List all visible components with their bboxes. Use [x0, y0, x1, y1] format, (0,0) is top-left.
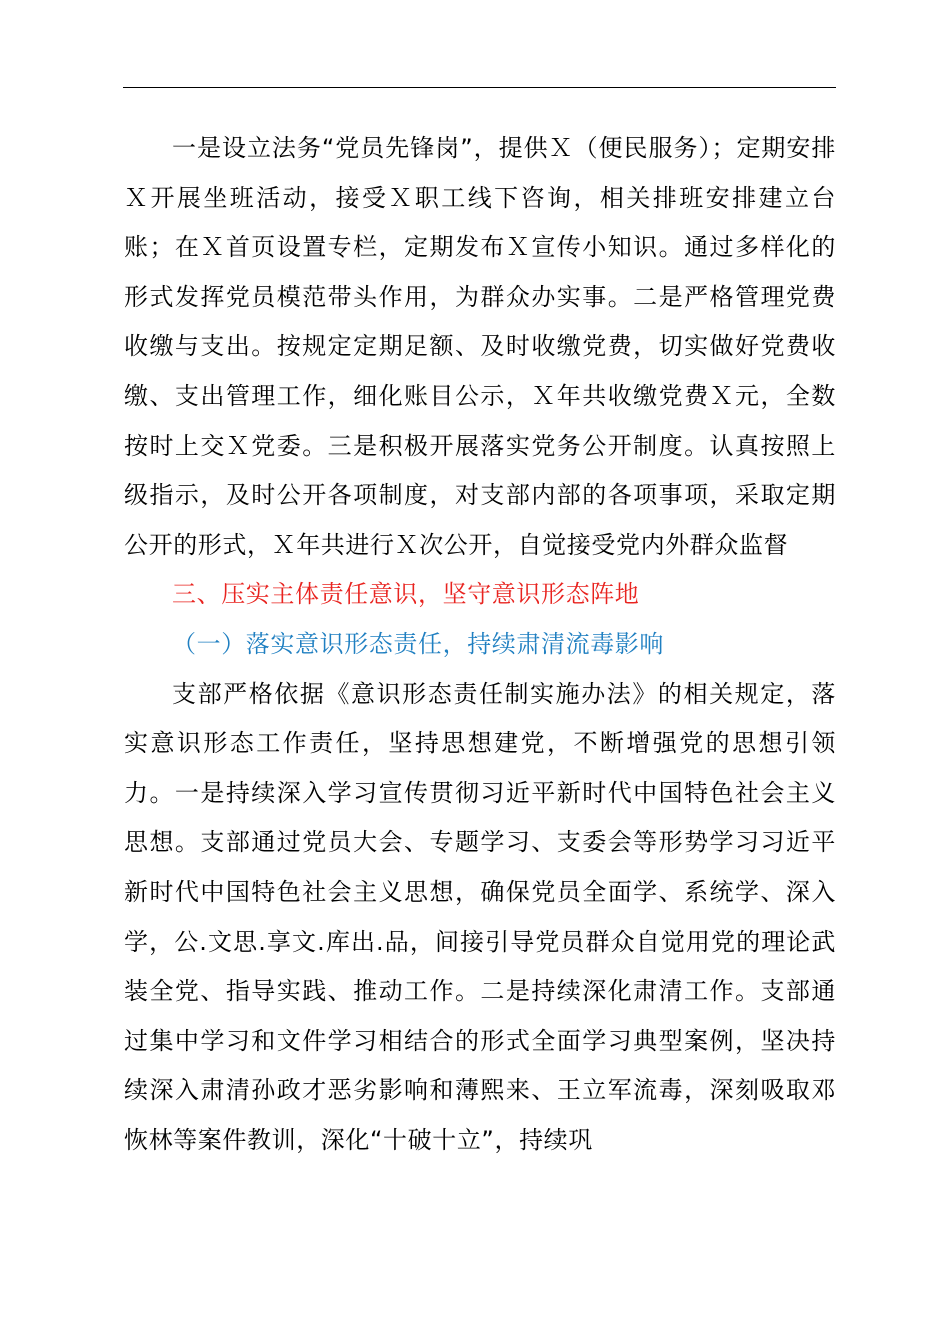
- paragraph-2: 支部严格依据《意识形态责任制实施办法》的相关规定，落实意识形态工作责任，坚持思想建党，不断增强党的思想引领力。一是持续深入学习宣传贯彻习近平新时代中国特色社会主义思想。支部通过党员大会、专题学习、支委会等形势学习习近平新时代中国特色社会主义思想，确保党员全面学、系统学、深入学，公.文思.享文.库出.品，间接引导党员群众自觉用党的理论武装全党、指导实践、推动工作。二是持续深化肃清工作。支部通过集中学习和文件学习相结合的形式全面学习典型案例，坚决持续深入肃清孙政才恶劣影响和薄熙来、王立军流毒，深刻吸取邓恢林等案件教训，深化“十破十立”，持续巩: [124, 679, 836, 1154]
- section-heading: 三、压实主体责任意识，坚守意识形态阵地: [172, 580, 640, 609]
- subsection-heading: （一）落实意识形态责任，持续肃清流毒影响: [172, 629, 664, 658]
- header-rule: [123, 87, 836, 88]
- paragraph-1: 一是设立法务“党员先锋岗”，提供Ｘ（便民服务）；定期安排Ｘ开展坐班活动，接受Ｘ职工线下咨询，相关排班安排建立台账；在Ｘ首页设置专栏，定期发布Ｘ宣传小知识。通过多样化的形式发挥党员模范带头作用，为群众办实事。二是严格管理党费收缴与支出。按规定定期足额、及时收缴党费，切实做好党费收缴、支出管理工作，细化账目公示，Ｘ年共收缴党费Ｘ元，全数按时上交Ｘ党委。三是积极开展落实党务公开制度。认真按照上级指示，及时公开各项制度，对支部内部的各项事项，采取定期公开的形式，Ｘ年共进行Ｘ次公开，自觉接受党内外群众监督: [124, 134, 836, 559]
- document-body: [124, 124, 836, 1165]
